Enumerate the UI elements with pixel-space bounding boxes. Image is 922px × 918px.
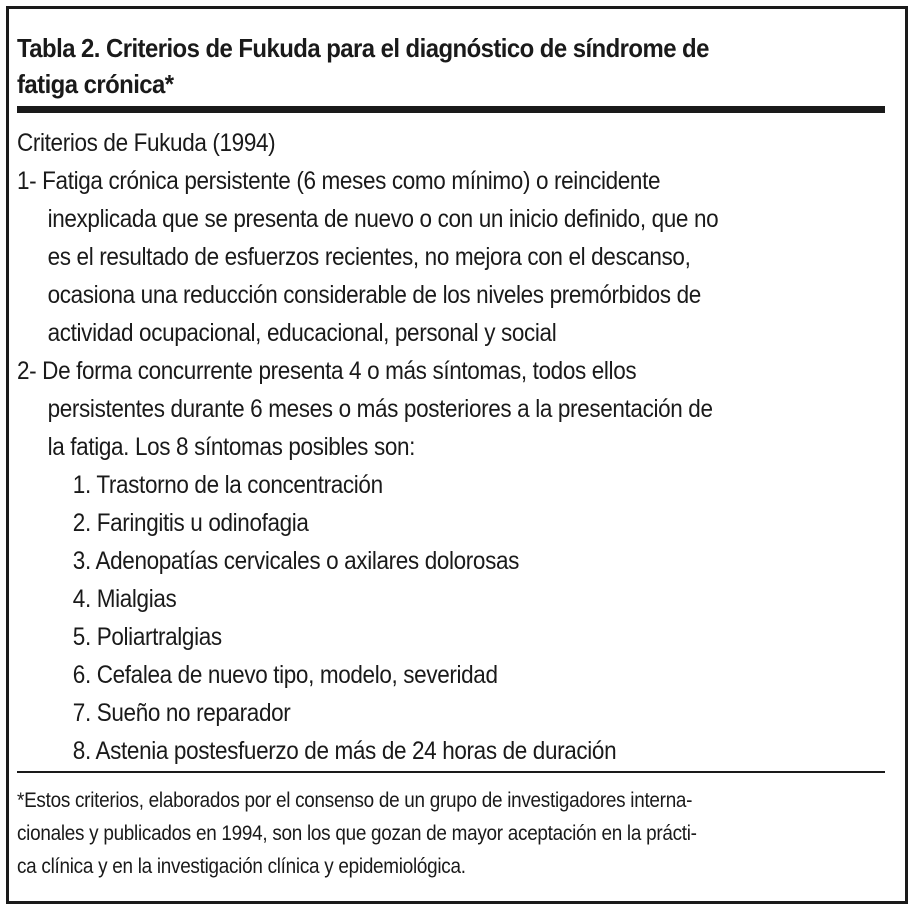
symptom-item: 4. Mialgias — [72, 585, 177, 613]
symptom-item: 2. Faringitis u odinofagia — [72, 509, 309, 537]
title-divider — [17, 106, 885, 113]
criterion-1-line: 1- Fatiga crónica persistente (6 meses como mínimo) o reincidente — [17, 167, 661, 195]
footnote-line: *Estos criterios, elaborados por el consenso de un grupo de investigadores interna- — [17, 789, 693, 812]
criterion-2-line: persistentes durante 6 meses o más posteriores a la presentación de — [47, 395, 713, 423]
symptom-item: 7. Sueño no reparador — [72, 699, 291, 727]
criterion-1-line: inexplicada que se presenta de nuevo o con un inicio definido, que no — [47, 205, 719, 233]
footnote-divider — [17, 771, 885, 773]
table-footnote — [17, 784, 885, 883]
table-title-line: fatiga crónica* — [17, 69, 174, 99]
symptom-item: 5. Poliartralgias — [72, 623, 222, 651]
symptom-item: 3. Adenopatías cervicales o axilares dolorosas — [72, 547, 520, 575]
symptom-item: 8. Astenia postesfuerzo de más de 24 horas de duración — [72, 737, 617, 765]
criterion-2-line: 2- De forma concurrente presenta 4 o más síntomas, todos ellos — [17, 357, 637, 385]
criterion-1-line: actividad ocupacional, educacional, personal y social — [47, 319, 557, 347]
criterion-2-line: la fatiga. Los 8 síntomas posibles son: — [47, 433, 416, 461]
footnote-line: ca clínica y en la investigación clínica y epidemiológica. — [17, 855, 466, 878]
criteria-heading: Criterios de Fukuda (1994) — [17, 129, 276, 157]
table-title — [17, 30, 808, 102]
footnote-line: cionales y publicados en 1994, son los que gozan de mayor aceptación en la prácti- — [17, 822, 697, 845]
table-body — [17, 124, 885, 770]
criterion-1-line: es el resultado de esfuerzos recientes, no mejora con el descanso, — [47, 243, 691, 271]
symptom-item: 6. Cefalea de nuevo tipo, modelo, severidad — [72, 661, 498, 689]
symptom-item: 1. Trastorno de la concentración — [72, 471, 383, 499]
criterion-1-line: ocasiona una reducción considerable de los niveles premórbidos de — [47, 281, 701, 309]
table-title-line: Tabla 2. Criterios de Fukuda para el diagnóstico de síndrome de — [17, 33, 709, 63]
